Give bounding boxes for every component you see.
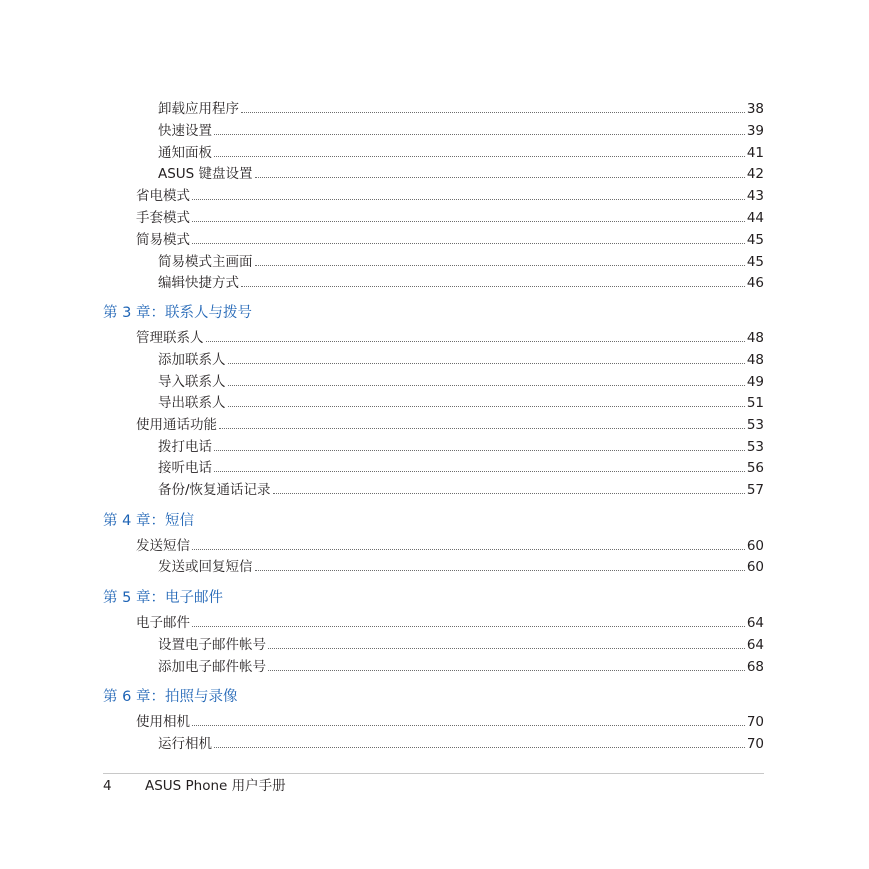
footer-book-title: ASUS Phone 用户手册 xyxy=(145,778,286,794)
toc-entry-title: 备份/恢复通话记录 xyxy=(158,482,271,498)
toc-entry[interactable] xyxy=(136,536,764,556)
toc-entry-page: 42 xyxy=(746,166,764,182)
chapter-heading[interactable]: 第 5 章：电子邮件 xyxy=(103,590,223,606)
toc-entry-title: 省电模式 xyxy=(136,188,190,204)
dot-leader xyxy=(255,569,745,571)
toc-entry-page: 45 xyxy=(746,232,764,248)
toc-entry[interactable] xyxy=(136,613,764,633)
toc-entry[interactable] xyxy=(158,143,764,163)
toc-entry-title: 添加联系人 xyxy=(158,352,226,368)
toc-entry-title: 导入联系人 xyxy=(158,374,226,390)
toc-entry-page: 41 xyxy=(746,145,764,161)
toc-entry[interactable] xyxy=(158,121,764,141)
toc-entry[interactable] xyxy=(158,557,764,577)
toc-entry-title: 设置电子邮件帐号 xyxy=(158,637,266,653)
toc-entry-page: 51 xyxy=(746,395,764,411)
toc-entry-page: 64 xyxy=(746,615,764,631)
toc-entry-title: 电子邮件 xyxy=(136,615,190,631)
toc-entry[interactable] xyxy=(158,437,764,457)
toc-entry[interactable] xyxy=(158,273,764,293)
dot-leader xyxy=(192,724,745,726)
toc-entry-title: 编辑快捷方式 xyxy=(158,275,239,291)
toc-entry[interactable] xyxy=(158,480,764,500)
toc-entry-page: 53 xyxy=(746,439,764,455)
footer-divider xyxy=(103,773,764,774)
toc-entry-title: 使用相机 xyxy=(136,714,190,730)
dot-leader xyxy=(219,427,745,429)
dot-leader xyxy=(273,492,745,494)
dot-leader xyxy=(228,384,745,386)
dot-leader xyxy=(192,198,745,200)
toc-entry[interactable] xyxy=(136,712,764,732)
toc-entry[interactable] xyxy=(158,350,764,370)
footer-page-number: 4 xyxy=(103,778,112,794)
dot-leader xyxy=(206,340,745,342)
toc-entry-title: 运行相机 xyxy=(158,736,212,752)
toc-entry-page: 56 xyxy=(746,460,764,476)
toc-entry-title: 导出联系人 xyxy=(158,395,226,411)
toc-entry[interactable] xyxy=(158,393,764,413)
toc-entry-page: 48 xyxy=(746,330,764,346)
chapter-heading[interactable]: 第 3 章：联系人与拨号 xyxy=(103,305,252,321)
toc-entry[interactable] xyxy=(136,415,764,435)
dot-leader xyxy=(255,176,745,178)
toc-entry-title: ASUS 键盘设置 xyxy=(158,166,253,182)
toc-entry-title: 简易模式 xyxy=(136,232,190,248)
toc-entry-title: 通知面板 xyxy=(158,145,212,161)
toc-entry-page: 57 xyxy=(746,482,764,498)
toc-entry-title: 快速设置 xyxy=(158,123,212,139)
toc-entry-title: 添加电子邮件帐号 xyxy=(158,659,266,675)
toc-entry-title: 卸载应用程序 xyxy=(158,101,239,117)
toc-entry[interactable] xyxy=(136,208,764,228)
toc-entry[interactable] xyxy=(136,186,764,206)
dot-leader xyxy=(214,746,745,748)
dot-leader xyxy=(192,625,745,627)
toc-entry-page: 38 xyxy=(746,101,764,117)
toc-entry-title: 使用通话功能 xyxy=(136,417,217,433)
toc-entry-page: 48 xyxy=(746,352,764,368)
toc-entry-page: 64 xyxy=(746,637,764,653)
toc-entry[interactable] xyxy=(158,734,764,754)
dot-leader xyxy=(268,647,745,649)
dot-leader xyxy=(228,362,745,364)
toc-entry-page: 70 xyxy=(746,714,764,730)
toc-entry[interactable] xyxy=(136,328,764,348)
toc-entry-title: 简易模式主画面 xyxy=(158,254,253,270)
dot-leader xyxy=(255,264,745,266)
dot-leader xyxy=(192,548,745,550)
dot-leader xyxy=(241,285,745,287)
chapter-heading[interactable]: 第 6 章：拍照与录像 xyxy=(103,689,238,705)
toc-entry[interactable] xyxy=(158,372,764,392)
toc-entry-page: 43 xyxy=(746,188,764,204)
dot-leader xyxy=(214,470,745,472)
toc-entry-page: 39 xyxy=(746,123,764,139)
toc-entry-page: 60 xyxy=(746,559,764,575)
toc-entry-title: 发送或回复短信 xyxy=(158,559,253,575)
toc-entry[interactable] xyxy=(158,635,764,655)
toc-entry-page: 46 xyxy=(746,275,764,291)
toc-entry[interactable] xyxy=(158,657,764,677)
dot-leader xyxy=(192,220,745,222)
toc-entry-page: 44 xyxy=(746,210,764,226)
dot-leader xyxy=(268,669,745,671)
toc-entry-page: 68 xyxy=(746,659,764,675)
dot-leader xyxy=(214,449,745,451)
toc-entry-page: 53 xyxy=(746,417,764,433)
toc-entry-title: 管理联系人 xyxy=(136,330,204,346)
dot-leader xyxy=(241,111,745,113)
toc-entry-title: 接听电话 xyxy=(158,460,212,476)
toc-entry[interactable] xyxy=(158,164,764,184)
toc-entry-title: 拨打电话 xyxy=(158,439,212,455)
toc-entry[interactable] xyxy=(158,252,764,272)
toc-entry-page: 49 xyxy=(746,374,764,390)
dot-leader xyxy=(214,155,745,157)
toc-entry-page: 60 xyxy=(746,538,764,554)
toc-entry-title: 发送短信 xyxy=(136,538,190,554)
dot-leader xyxy=(214,133,745,135)
chapter-heading[interactable]: 第 4 章：短信 xyxy=(103,513,194,529)
toc-entry[interactable] xyxy=(136,230,764,250)
toc-entry-page: 70 xyxy=(746,736,764,752)
toc-entry-page: 45 xyxy=(746,254,764,270)
dot-leader xyxy=(192,242,745,244)
toc-entry[interactable] xyxy=(158,458,764,478)
toc-entry-title: 手套模式 xyxy=(136,210,190,226)
dot-leader xyxy=(228,405,745,407)
toc-entry[interactable] xyxy=(158,99,764,119)
